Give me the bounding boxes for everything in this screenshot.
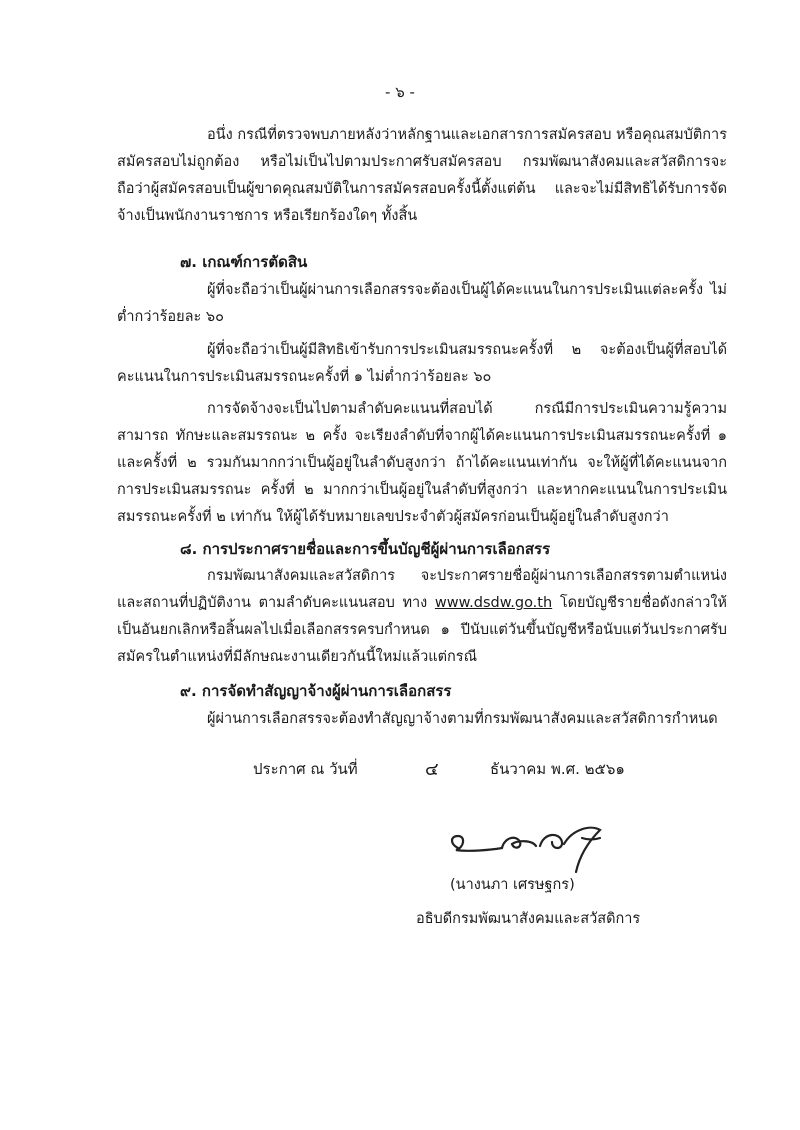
signature-image (440, 810, 620, 880)
page-number: - ๖ - (385, 83, 415, 101)
announcement-prefix: ประกาศ ณ วันที่ (253, 760, 358, 778)
signer-position: อธิบดีกรมพัฒนาสังคมและสวัสดิการ (416, 911, 641, 927)
section-7-paragraph-1: ผู้ที่จะถือว่าเป็นผู้ผ่านการเลือกสรรจะต้องเป็นผู้ได้คะแนนในการประเมินแต่ละครั้ง ไม่ต่ำกว่าร้อยละ ๖๐ (117, 282, 727, 325)
section-8-text-before-link: กรมพัฒนาสังคมและสวัสดิการ จะประกาศรายชื่อผู้ผ่านการเลือกสรรตามตำแหน่งและสถานที่ปฏิบัติงาน ตามลำดับคะแนนสอบ ทาง (117, 568, 727, 611)
section-7-paragraph-3: การจัดจ้างจะเป็นไปตามลำดับคะแนนที่สอบได้ กรณีมีการประเมินความรู้ความสามารถ ทักษะและสมรรถนะ ๒ ครั้ง จะเรียงลำดับที่จากผู้ได้คะแนนการประเมินสมรรถนะครั้งที่ ๑ และครั้งที่ ๒ รวมกันมากกว่าเป็นผู้อยู่ในลำดับสูงกว่า ถ้าได้คะแนนเท่ากัน จะให้ผู้ที่ได้คะแนนจากการประเมินสมรรถนะ ครั้งที่ ๒ มากกว่าเป็นผู้อยู่ในลำดับที่สูงกว่า และหากคะแนนในการประเมินสมรรถนะครั้งที่ ๒ เท่ากัน ให้ผู้ได้รับหมายเลขประจำตัวผู้สมัครก่อนเป็นผู้อยู่ในลำดับสูงกว่า (117, 401, 727, 525)
section-9-heading: ๙. การจัดทำสัญญาจ้างผู้ผ่านการเลือกสรร (180, 682, 452, 700)
section-9-paragraph-1: ผู้ผ่านการเลือกสรรจะต้องทำสัญญาจ้างตามที่กรมพัฒนาสังคมและสวัสดิการกำหนด (207, 711, 718, 727)
section-8-text-after-link: โดยบัญชีรายชื่อดังกล่าวให้เป็นอันยกเลิกหรือสิ้นผลไปเมื่อเลือกสรรครบกำหนด ๑ ปีนับแต่วันขึ้นบัญชีหรือนับแต่วันประกาศรับสมัครในตำแหน่งที่มีลักษณะงานเดียวกันนี้ใหม่แล้วแต่กรณี (117, 595, 727, 665)
section-8-paragraph-1 (117, 563, 727, 671)
section-7-heading: ๗. เกณฑ์การตัดสิน (180, 253, 308, 271)
signer-name: (นางนภา เศรษฐกร) (450, 877, 575, 893)
website-link[interactable]: www.dsdw.go.th (434, 595, 553, 611)
announcement-day: ๔ (425, 759, 439, 780)
section-8-heading: ๘. การประกาศรายชื่อและการขึ้นบัญชีผู้ผ่านการเลือกสรร (180, 540, 551, 558)
announcement-month-year: ธันวาคม พ.ศ. ๒๕๖๑ (490, 760, 625, 778)
section-7-paragraph-2: ผู้ที่จะถือว่าเป็นผู้มีสิทธิเข้ารับการประเมินสมรรถนะครั้งที่ ๒ จะต้องเป็นผู้ที่สอบได้คะแนนในการประเมินสมรรถนะครั้งที่ ๑ ไม่ต่ำกว่าร้อยละ ๖๐ (117, 342, 727, 385)
paragraph-disqualification: อนึ่ง กรณีที่ตรวจพบภายหลังว่าหลักฐานและเอกสารการสมัครสอบ หรือคุณสมบัติการสมัครสอบไม่ถูกต้อง หรือไม่เป็นไปตามประกาศรับสมัครสอบ กรมพัฒนาสังคมและสวัสดิการจะถือว่าผู้สมัครสอบเป็นผู้ขาดคุณสมบัติในการสมัครสอบครั้งนี้ตั้งแต่ต้น และจะไม่มีสิทธิได้รับการจัดจ้างเป็นพนักงานราชการ หรือเรียกร้องใดๆ ทั้งสิ้น (117, 127, 727, 224)
